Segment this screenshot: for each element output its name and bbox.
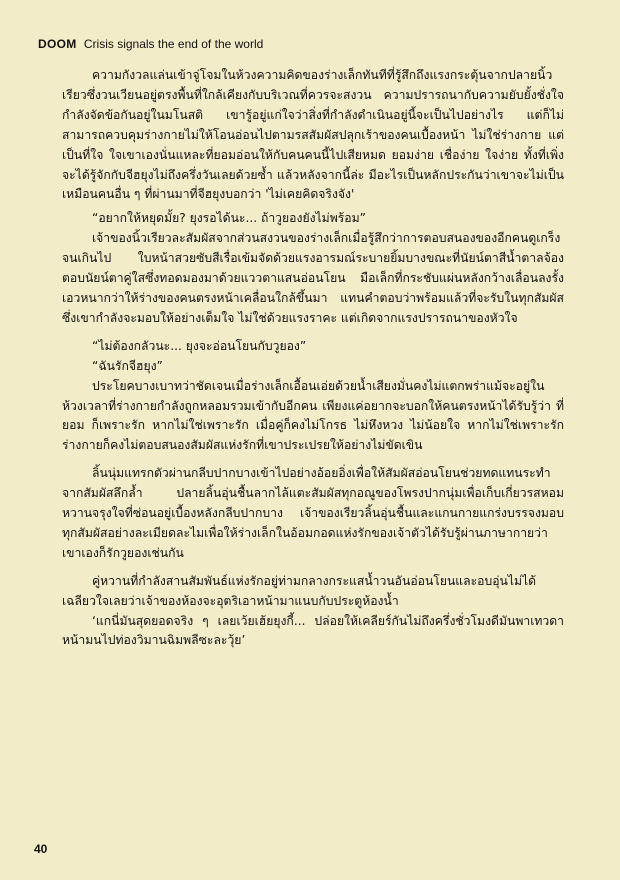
dialog-line-4: ‘แกนี่มันสุดยอดจริง ๆ เลยเว้ยเฮ้ยยุงกี้... ปล่อยให้เคลียร์กันไม่ถึงครึ่งชั่วโมงดีมันพาเทวดาหน้ามนไปท่องวิมานฉิมพลีซะละวุ้ย’ [62,613,564,648]
paragraph-5: คู่หวานที่กำลังสานสัมพันธ์แห่งรักอยู่ท่ามกลางกระแสน้ำวนอันอ่อนโยนและอบอุ่นไม่ได้เฉลียวใจเลยว่าเจ้าของห้องจะอุตริเอาหน้ามาแนบกับประตูห้องน้ำ [62,573,537,608]
header-brand: DOOM [38,37,77,51]
running-header [38,37,263,51]
header-title: Crisis signals the end of the world [83,37,264,51]
paragraph-1: ความกังวลแล่นเข้าจู่โจมในห้วงความคิดของร่างเล็กทันทีที่รู้สึกถึงแรงกระตุ้นจากปลายนิ้วเรียวซึ่งวนเวียนอยู่ตรงพื้นที่ใกล้เคียงกับบริเวณที่ควรจะสงวน ความปรารถนากับความยับยั้งชั่งใจกำลังจัดข้อกันอยู่ในมโนสติ เขารู้อยู่แก่ใจว่าสิ่งที่กำลังดำเนินอยู่นี้จะเป็นไปอย่างไร แต่ก็ไม่สามารถควบคุมร่างกายไม่ให้โอนอ่อนไปตามรสสัมผัสปลุกเร้าของคนเบื้องหน้า ไม่ใช่ร่างกาย แต่เป็นที่ใจ ใจเขาเองนั่นแหละที่ยอมอ่อนให้กับคนคนนี้ไปเสียหมด ยอมง่าย เชื่อง่าย ใจง่าย ทั้งที่เพิ่งจะได้รู้จักกับจีฮยุงไม่ถึงครึ่งวันเลยด้วยซ้ำ แล้วหลังจากนี้ล่ะ มีอะไรเป็นหลักประกันว่าเขาจะไม่เป็นเหมือนคนอื่น ๆ ที่ผ่านมาที่จีฮยุงบอกว่า 'ไม่เคยคิดจริงจัง' [62,68,564,202]
dialog-line-3: “ฉันรักจีฮยุง” [92,358,163,373]
paragraph-3: ประโยคบางเบาทว่าชัดเจนเมื่อร่างเล็กเอื้อนเอ่ยด้วยน้ำเสียงมั่นคงไม่แตกพร่าแม้จะอยู่ในห้วงเวลาที่ร่างกายกำลังถูกหลอมรวมเข้ากับอีกคน เพียงแค่อยากจะบอกให้คนตรงหน้าได้รับรู้ว่า ที่ยอม ก็เพราะรัก หากไม่ใช่เพราะรัก เมื่อคู่ก็คงไม่โกรธ ไม่หึงหวง ไม่น้อยใจ หากไม่ใช่เพราะรัก ร่างกายก็คงไม่ตอบสนองสัมผัสแห่งรักที่เขาประเปรยให้อย่างไม่ขัดเขิน [62,378,564,453]
dialog-line-1: “อยากให้หยุดมั้ย? ยุงรอได้นะ... ถ้าวูยองยังไม่พร้อม” [92,211,366,226]
paragraph-2: เจ้าของนิ้วเรียวละสัมผัสจากส่วนสงวนของร่างเล็กเมื่อรู้สึกว่าการตอบสนองของอีกคนดูเกร็งจนเกินไป ใบหน้าสวยซับสีเรื่อเข้มจัดด้วยแรงอารมณ์ระบายยิ้มบางขณะที่นัยน์ตาสีน้ำตาลจ้องตอบนัยน์ตาคู่ใสซึ่งทอดมองมาด้วยแววตาแสนอ่อนโยน มือเล็กที่กระชับแผ่นหลังกว้างเลื่อนลงรั้งเอวหนากว่าให้ร่างของคนตรงหน้าเคลื่อนใกล้ขึ้นมา แทนคำตอบว่าพร้อมแล้วที่จะรับในทุกสัมผัสซึ่งเขากำลังจะมอบให้อย่างเต็มใจ ไม่ใช่ด้วยแรงราคะ แต่เกิดจากแรงปรารถนาของหัวใจ [62,231,564,325]
page-number: 40 [34,842,48,856]
dialog-line-2: “ไม่ต้องกลัวนะ... ยุงจะอ่อนโยนกับวูยอง” [92,338,307,353]
story-body [62,66,564,651]
paragraph-4: ลิ้นนุ่มแทรกตัวผ่านกลีบปากบางเข้าไปอย่างอ้อยอิ่งเพื่อให้สัมผัสอ่อนโยนช่วยทดแทนระทำจากสัมผัสลึกล้ำ ปลายลิ้นอุ่นชื้นลากไล้แตะสัมผัสทุกอณูของโพรงปากนุ่มเพื่อเก็บเกี่ยวรสหอมหวานจรุงใจที่ซ่อนอยู่เบื้องหลังกลีบปากบาง เจ้าของเรียวลิ้นอุ่นชื้นและแกนกายแกร่งบรรจงมอบทุกสัมผัสอย่างละเมียดละไมเพื่อให้ร่างเล็กในอ้อมกอดแห่งรักของเจ้าตัวได้รับรู้ผ่านภาษากายว่า เขาเองก็รักวูยองเช่นกัน [62,466,564,560]
